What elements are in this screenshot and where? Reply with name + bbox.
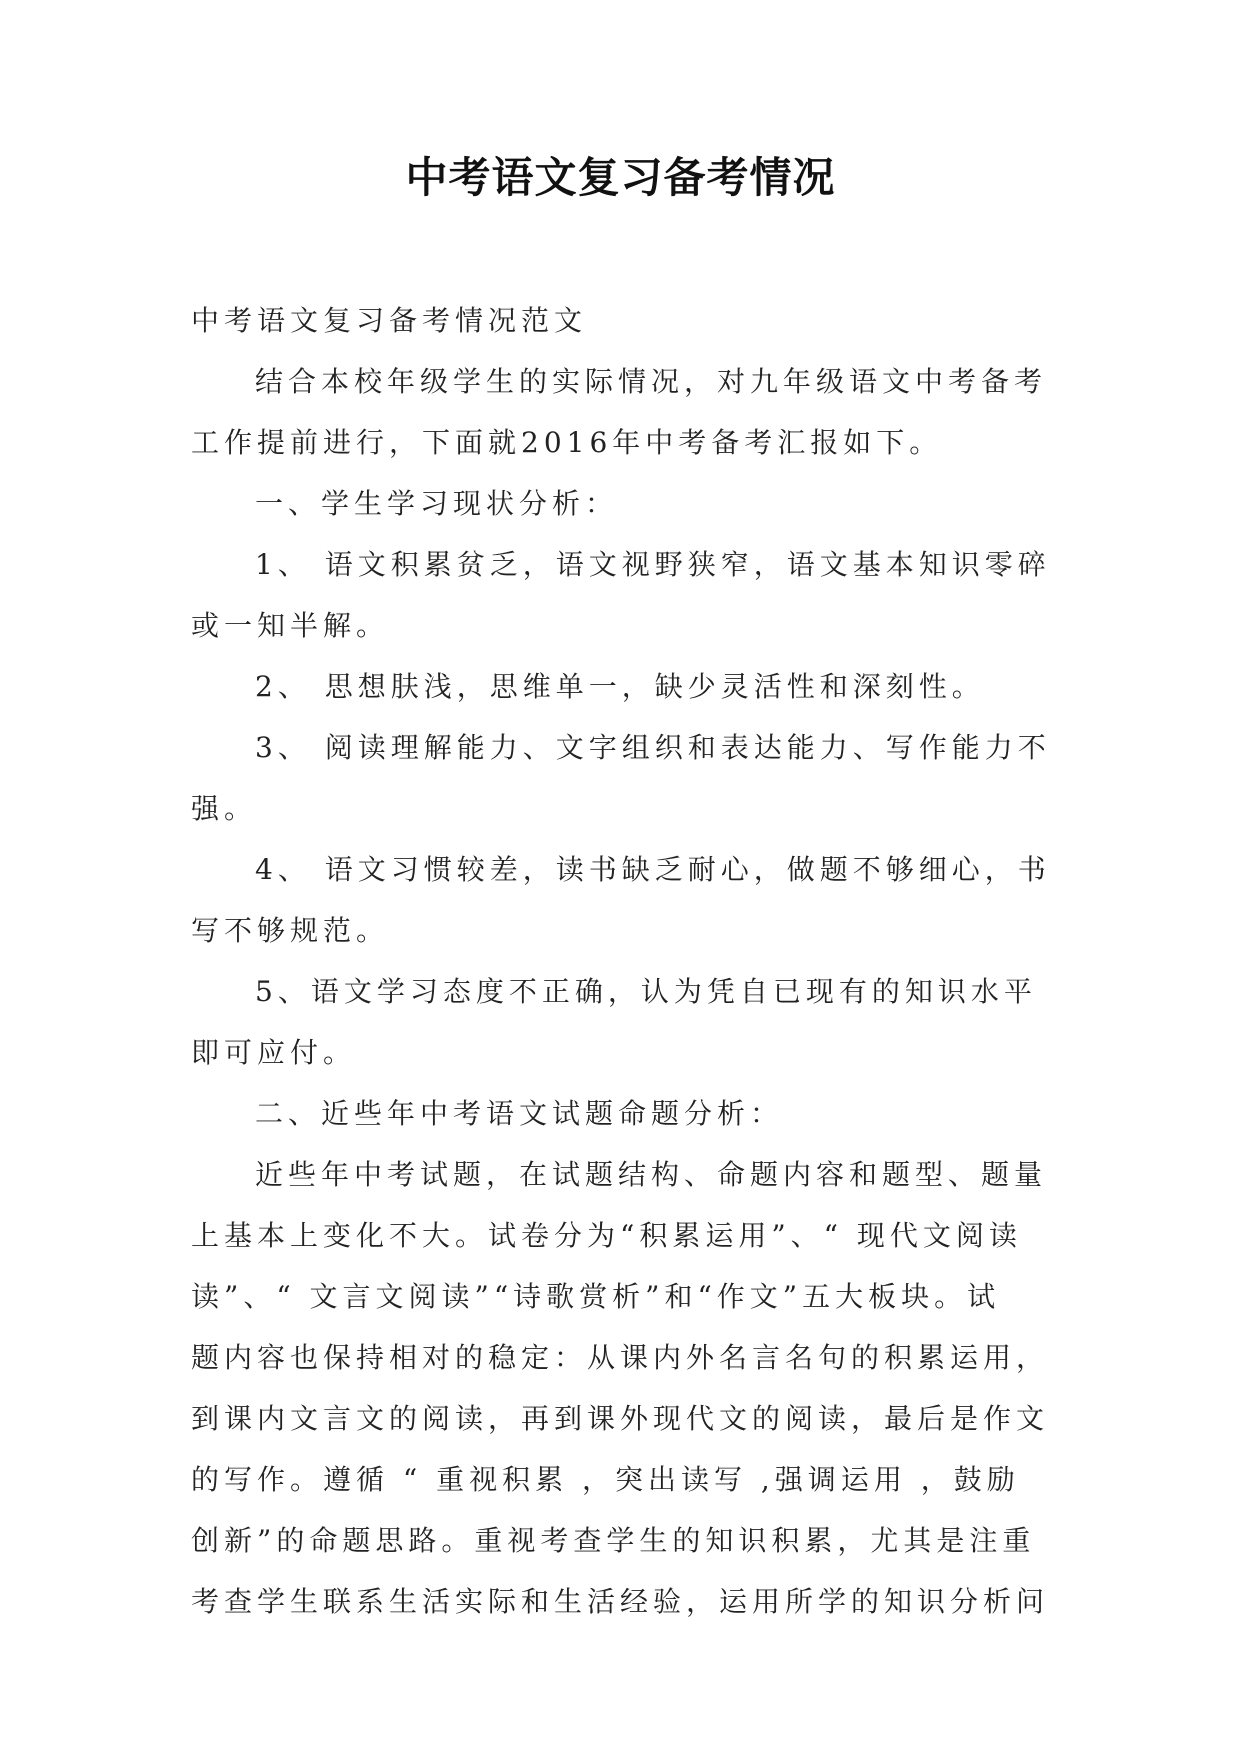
paragraph-line: 题内容也保持相对的稳定：从课内外名言名句的积累运用，: [191, 1341, 1050, 1374]
paragraph-line: 结合本校年级学生的实际情况，对九年级语文中考备考: [255, 365, 1048, 398]
paragraph-line: 读”、“ 文言文阅读”“诗歌赏析”和“作文”五大板块。试: [191, 1280, 1001, 1313]
list-item-line: 5、语文学习态度不正确，认为凭自已现有的知识水平: [255, 975, 1037, 1008]
list-item-line: 或一知半解。: [191, 609, 390, 642]
paragraph-line: 到课内文言文的阅读，再到课外现代文的阅读，最后是作文: [191, 1402, 1050, 1435]
paragraph-line: 创新”的命题思路。重视考查学生的知识积累，尤其是注重: [191, 1524, 1036, 1557]
subtitle-line: 中考语文复习备考情况范文: [191, 304, 588, 337]
document-title: 中考语文复习备考情况: [405, 153, 836, 202]
paragraph-line: 考查学生联系生活实际和生活经验，运用所学的知识分析问: [191, 1585, 1050, 1618]
list-item-line: 即可应付。: [191, 1036, 357, 1069]
paragraph-line: 的写作。遵循 “ 重视积累 ，突出读写 ,强调运用 ，鼓励: [191, 1463, 1020, 1496]
paragraph-line: 上基本上变化不大。试卷分为“积累运用”、“ 现代文阅读: [191, 1219, 1022, 1252]
list-item-line: 强。: [191, 792, 258, 825]
document-body: [191, 290, 1050, 1632]
list-item-line: 写不够规范。: [191, 914, 390, 947]
list-item-line: 1、 语文积累贫乏，语文视野狭窄，语文基本知识零碎: [255, 548, 1051, 581]
paragraph-line: 近些年中考试题，在试题结构、命题内容和题型、题量: [255, 1158, 1048, 1191]
list-item-line: 4、 语文习惯较差，读书缺乏耐心，做题不够细心，书: [255, 853, 1051, 886]
paragraph-line: 工作提前进行，下面就2016年中考备考汇报如下。: [191, 426, 943, 459]
list-item-line: 3、 阅读理解能力、文字组织和表达能力、写作能力不: [255, 731, 1051, 764]
section-heading: 二、近些年中考语文试题命题分析：: [255, 1097, 784, 1130]
list-item-line: 2、 思想肤浅，思维单一，缺少灵活性和深刻性。: [255, 670, 985, 703]
section-heading: 一、学生学习现状分析：: [255, 487, 619, 520]
